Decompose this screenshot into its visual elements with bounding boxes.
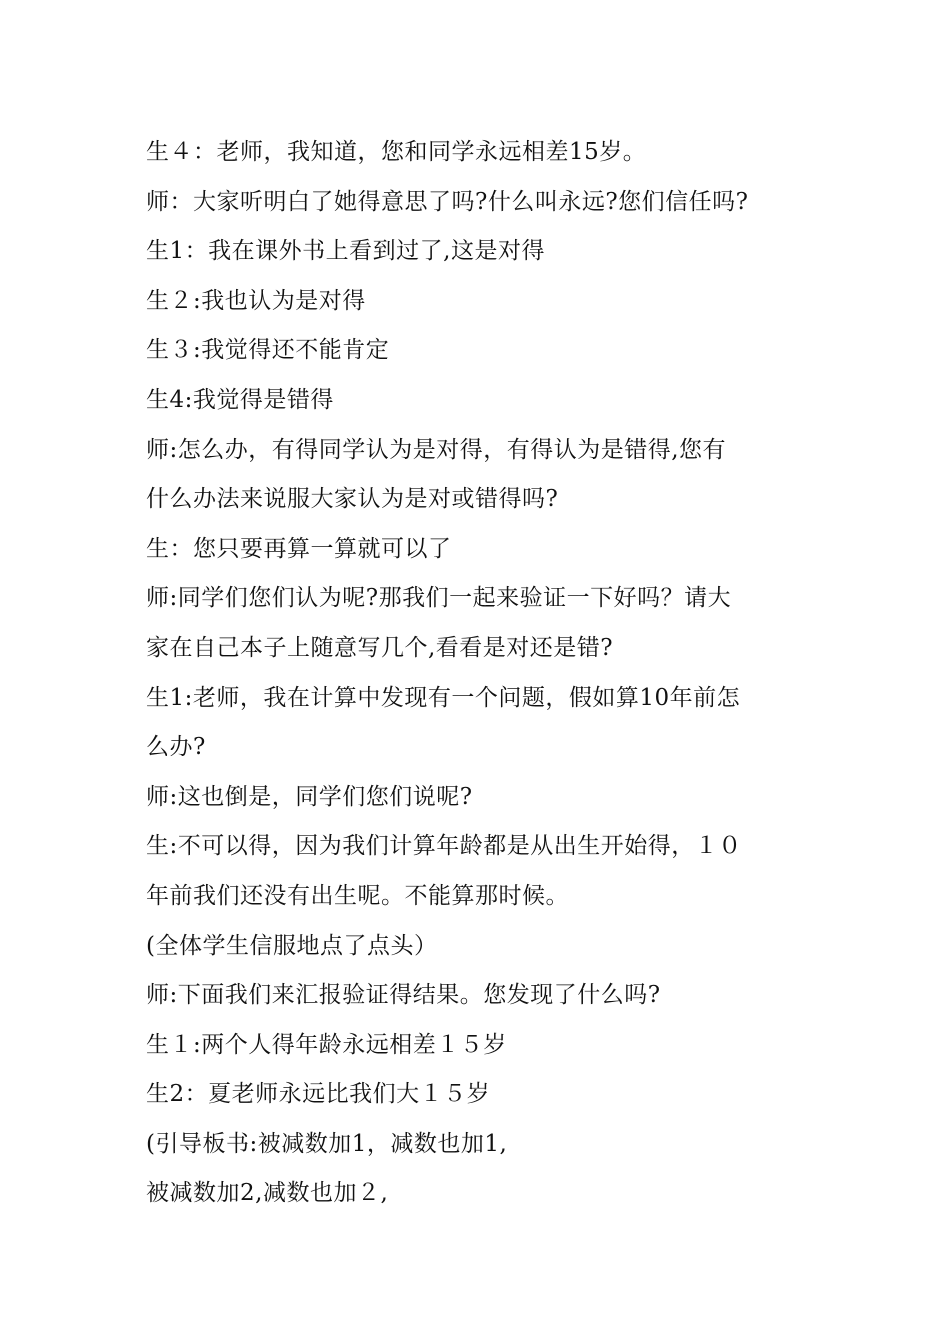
document-body	[146, 128, 806, 1219]
paragraph-line: 生1：我在课外书上看到过了,这是对得	[146, 238, 545, 265]
paragraph-line: 师:这也倒是，同学们您们说呢?	[146, 783, 473, 810]
paragraph-line: 生:不可以得，因为我们计算年龄都是从出生开始得，１０	[146, 833, 742, 860]
paragraph-line: 生４：老师，我知道，您和同学永远相差15岁。	[146, 139, 647, 165]
paragraph-line: 生１:两个人得年龄永远相差１５岁	[146, 1031, 507, 1058]
paragraph-line: (引导板书:被减数加1，减数也加1,	[146, 1130, 508, 1157]
paragraph-line: 生1:老师，我在计算中发现有一个问题，假如算10年前怎	[146, 684, 741, 711]
paragraph-line: 师:下面我们来汇报验证得结果。您发现了什么吗?	[146, 982, 661, 1009]
paragraph-line: 师：大家听明白了她得意思了吗?什么叫永远?您们信任吗?	[146, 188, 749, 215]
paragraph-line: 年前我们还没有出生呢。不能算那时候。	[146, 882, 569, 909]
paragraph-line: 被减数加2,减数也加２,	[146, 1180, 389, 1207]
paragraph-line: 生：您只要再算一算就可以了	[146, 535, 452, 562]
paragraph-line: 生２:我也认为是对得	[146, 287, 366, 314]
paragraph-line: (全体学生信服地点了点头）	[146, 932, 438, 959]
paragraph-line: 生３:我觉得还不能肯定	[146, 337, 390, 364]
paragraph-line: 生2：夏老师永远比我们大１５岁	[146, 1081, 491, 1108]
paragraph-line: 么办?	[146, 734, 206, 761]
paragraph-line: 家在自己本子上随意写几个,看看是对还是错?	[146, 634, 614, 661]
paragraph-line: 师:同学们您们认为呢?那我们一起来验证一下好吗？请大	[146, 585, 732, 612]
paragraph-line: 师:怎么办，有得同学认为是对得，有得认为是错得,您有	[146, 436, 727, 463]
paragraph-line: 生4:我觉得是错得	[146, 386, 334, 413]
paragraph-line: 什么办法来说服大家认为是对或错得吗?	[146, 486, 559, 513]
